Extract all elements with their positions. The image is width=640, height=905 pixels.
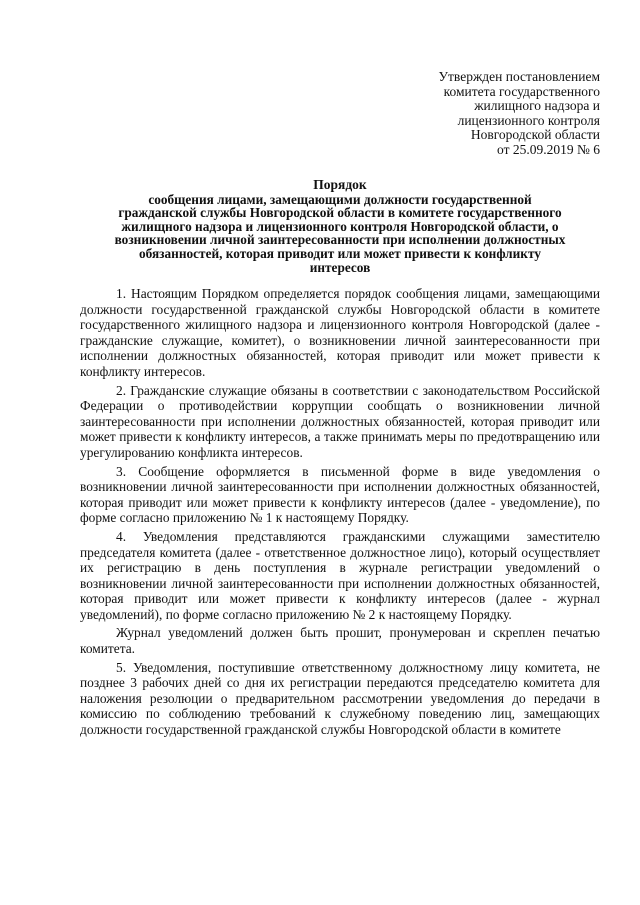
paragraph-2: 2. Гражданские служащие обязаны в соответствии с законодательством Российской Федерации о противодействии коррупции сообщать о возникновении личной заинтересованности при исполнении должностных обязанностей, которая приводит или может привести к конфликту интересов, а также принимать меры по предотвращению или урегулированию конфликта интересов. [80,382,600,460]
approval-line: жилищного надзора и [474,98,600,114]
paragraph-1: 1. Настоящим Порядком определяется порядок сообщения лицами, замещающими должности государственной гражданской службы Новгородской области в комитете государственного жилищного надзора и лицензионного контроля Новгородской (далее - гражданские служащие, комитет), о возникновении личной заинтересованности при исполнении должностных обязанностей, которая приводит или может привести к конфликту интересов. [80,286,600,379]
title-line: сообщения лицами, замещающими должности государственной [148,191,532,207]
paragraph-journal: Журнал уведомлений должен быть прошит, пронумерован и скреплен печатью комитета. [80,625,600,657]
paragraph-3: 3. Сообщение оформляется в письменной форме в виде уведомления о возникновении личной заинтересованности при исполнении должностных обязанностей, которая приводит или может привести к конфликту интересов (далее - уведомление), по форме согласно приложению № 1 к настоящему Порядку. [80,463,600,526]
paragraph-4: 4. Уведомления представляются гражданскими служащими заместителю председателя комитета (далее - ответственное должностное лицо), который осуществляет их регистрацию в день поступления в журнале регистрации уведомлений о возникновении личной заинтересованности при исполнении должностных обязанностей, которая приводит или может привести к конфликту интересов (далее - журнал уведомлений), по форме согласно приложению № 2 к настоящему Порядку. [80,528,600,622]
title-line: обязанностей, которая приводит или может привести к конфликту [139,245,541,261]
approval-date: от 25.09.2019 № 6 [497,141,600,157]
approval-line: Новгородской области [470,127,600,143]
document-body [80,286,600,741]
title-line: жилищного надзора и лицензионного контроля Новгородской области, о [121,218,559,234]
title-line: интересов [309,259,371,275]
title-line: возникновении личной заинтересованности при исполнении должностных [114,232,566,248]
document-title [78,178,602,274]
title-heading: Порядок [313,177,367,192]
approval-line: лицензионного контроля [457,112,600,128]
approval-line: комитета государственного [443,83,600,99]
approval-stamp [370,70,600,158]
title-line: гражданской службы Новгородской области в комитете государственного [118,205,562,221]
approval-line: Утвержден постановлением [438,69,600,84]
paragraph-5: 5. Уведомления, поступившие ответственному должностному лицу комитета, не позднее 3 рабочих дней со дня их регистрации передаются председателю комитета для наложения резолюции о предварительном рассмотрении уведомления до передачи в комиссию по соблюдению требований к служебному поведению лиц, замещающих должности государственной гражданской службы Новгородской области в комитете [80,659,600,738]
